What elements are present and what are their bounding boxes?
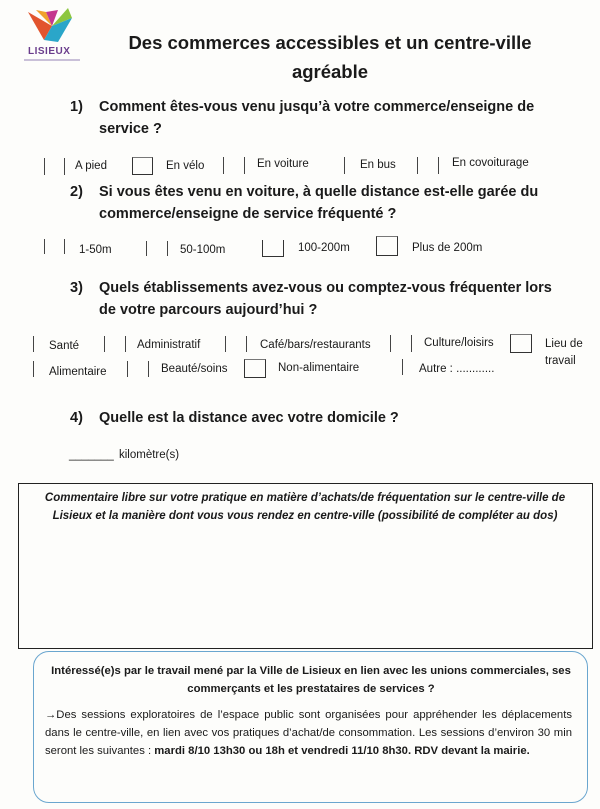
option-50-100m: 50-100m — [180, 244, 226, 256]
checkbox-a-pied[interactable] — [44, 158, 65, 175]
question-1-text: Comment êtes-vous venu jusqu’à votre commerce/enseigne de service ? — [99, 99, 535, 137]
checkbox-lieu-de-travail[interactable] — [510, 334, 532, 353]
question-2 — [70, 181, 550, 225]
checkbox-en-velo[interactable] — [132, 157, 153, 175]
logo-emblem-icon — [22, 6, 82, 48]
question-4-number: 4) — [70, 410, 83, 426]
option-culture-loisirs: Culture/loisirs — [424, 337, 494, 349]
checkbox-en-bus[interactable] — [330, 157, 345, 174]
question-1 — [70, 96, 550, 140]
checkbox-alimentaire[interactable] — [15, 361, 34, 377]
option-beaute-soins: Beauté/soins — [161, 363, 228, 375]
option-alimentaire: Alimentaire — [49, 366, 107, 378]
option-en-velo: En vélo — [166, 160, 205, 172]
checkbox-non-alimentaire[interactable] — [244, 359, 266, 378]
option-plus-200m: Plus de 200m — [412, 242, 483, 254]
question-3-text: Quels établissements avez-vous ou comptez-vous fréquenter lors de votre parcours aujourd’hui ? — [99, 280, 552, 318]
question-3-number: 3) — [70, 280, 83, 296]
checkbox-1-50m[interactable] — [44, 239, 65, 254]
checkbox-100-200m[interactable] — [262, 240, 284, 257]
distance-input-line[interactable]: _______ — [69, 449, 114, 461]
checkbox-50-100m[interactable] — [146, 241, 168, 256]
option-administratif: Administratif — [137, 339, 201, 351]
checkbox-culture-loisirs[interactable] — [390, 335, 412, 352]
question-2-text: Si vous êtes venu en voiture, à quelle distance est-elle garée du commerce/enseigne de service fréquenté ? — [99, 184, 539, 222]
lisieux-logo — [22, 6, 82, 68]
checkbox-administratif[interactable] — [104, 336, 126, 352]
question-2-number: 2) — [70, 184, 83, 200]
checkbox-en-voiture[interactable] — [223, 157, 245, 174]
checkbox-cafe-bars-restaurants[interactable] — [225, 336, 247, 352]
option-sante: Santé — [49, 340, 80, 352]
question-1-number: 1) — [70, 99, 83, 115]
option-non-alimentaire: Non-alimentaire — [278, 362, 360, 374]
logo-text: LISIEUX — [28, 46, 71, 57]
info-body-schedule: mardi 8/10 13h30 ou 18h et vendredi 11/10 8h30. RDV devant la mairie. — [154, 745, 530, 757]
option-1-50m: 1-50m — [79, 244, 112, 256]
question-3 — [70, 277, 570, 321]
distance-unit: kilomètre(s) — [119, 449, 180, 461]
option-autre: Autre : ............ — [419, 363, 495, 375]
option-en-bus: En bus — [360, 159, 396, 171]
checkbox-beaute-soins[interactable] — [127, 361, 149, 377]
info-body — [45, 706, 572, 760]
info-title: Intéressé(e)s par le travail mené par la Ville de Lisieux en lien avec les unions commerciales, ses commerçants et les prestataires de services ? — [51, 665, 571, 695]
logo-underline — [24, 59, 80, 61]
option-lieu-de-travail: Lieu de travail — [545, 338, 583, 367]
option-100-200m: 100-200m — [298, 242, 350, 254]
question-4-text: Quelle est la distance avec votre domicile ? — [99, 410, 399, 426]
checkbox-sante[interactable] — [15, 336, 34, 352]
question-4 — [70, 407, 550, 429]
checkbox-plus-200m[interactable] — [376, 236, 398, 256]
option-en-voiture: En voiture — [257, 158, 309, 170]
comment-prompt: Commentaire libre sur votre pratique en matière d’achats/de fréquentation sur le centre-ville de Lisieux et la manière dont vous vous rendez en centre-ville (possibilité de compléter au dos) — [44, 492, 566, 522]
checkbox-autre[interactable] — [385, 359, 403, 375]
checkbox-en-covoiturage[interactable] — [417, 157, 439, 174]
option-cafe-bars-restaurants: Café/bars/restaurants — [260, 339, 371, 351]
info-body-text: →Des sessions exploratoires de l’espace public sont organisées pour appréhender les déplacements dans le centre-ville, en lien avec vos pratiques d’achat/de consommation. Les sessions d’environ 30 min seront les suivantes : — [45, 709, 572, 757]
page-title: Des commerces accessibles et un centre-ville agréable — [128, 32, 532, 82]
option-en-covoiturage: En covoiturage — [452, 157, 529, 169]
option-a-pied: A pied — [75, 160, 107, 172]
